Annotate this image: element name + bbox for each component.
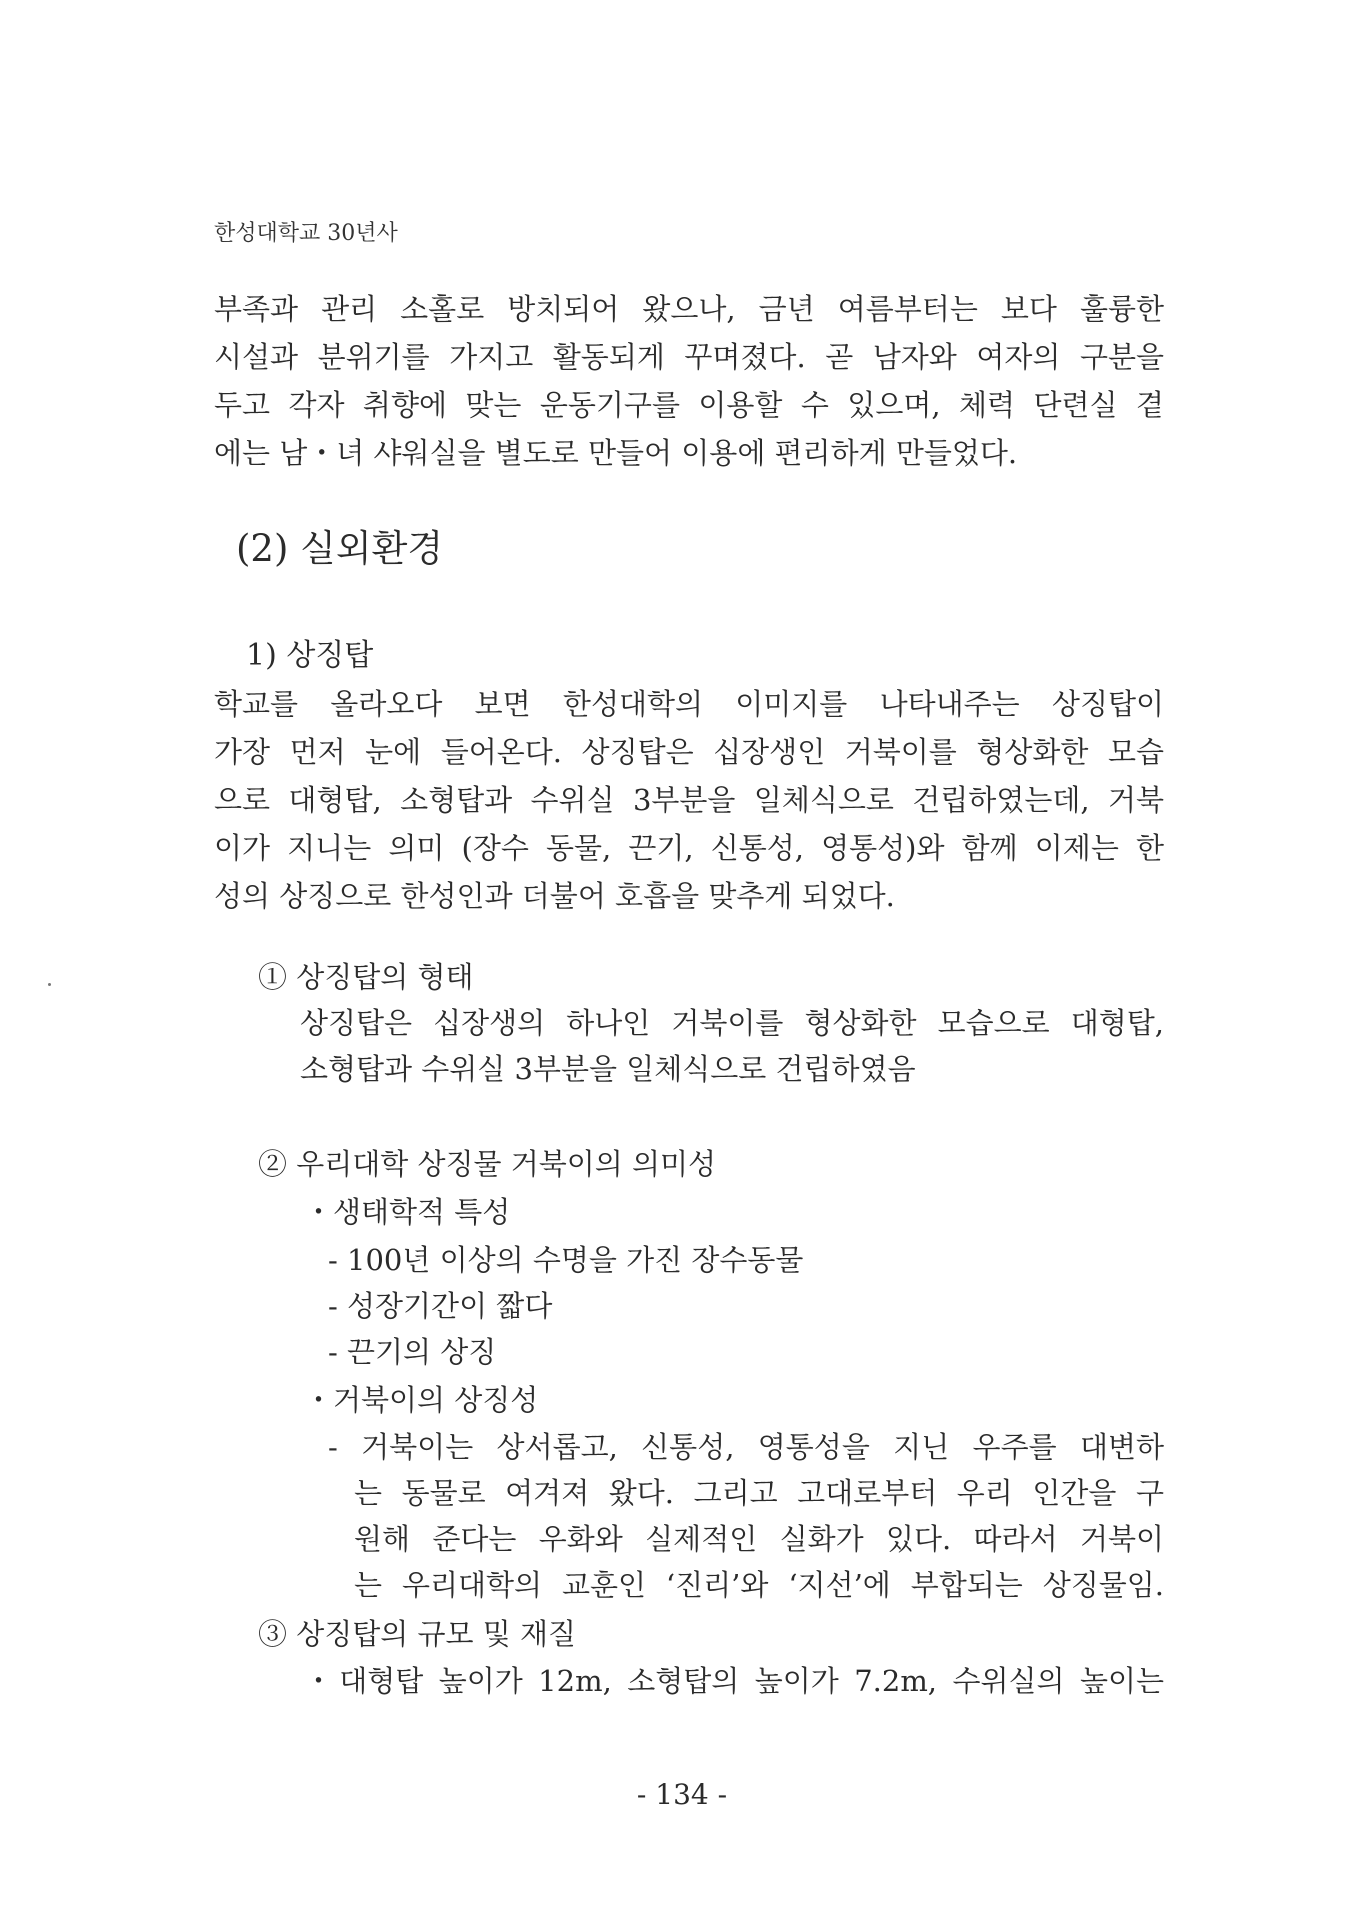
item1-title: ① 상징탑의 형태 bbox=[258, 960, 474, 994]
paragraph-line: 성의 상징으로 한성인과 더불어 호흡을 맞추게 되었다. bbox=[214, 879, 895, 913]
dash-line: 는 동물로 여겨져 왔다. 그리고 고대로부터 우리 인간을 구 bbox=[354, 1476, 1164, 1510]
paragraph-line: 두고 각자 취향에 맞는 운동기구를 이용할 수 있으며, 체력 단련실 곁 bbox=[214, 388, 1164, 422]
paragraph-line: 학교를 올라오다 보면 한성대학의 이미지를 나타내주는 상징탑이 bbox=[214, 687, 1164, 721]
dash-line: - 거북이는 상서롭고, 신통성, 영통성을 지닌 우주를 대변하 bbox=[328, 1430, 1164, 1464]
paragraph-line: 에는 남・녀 샤워실을 별도로 만들어 이용에 편리하게 만들었다. bbox=[214, 436, 1018, 470]
section-title: (2) 실외환경 bbox=[236, 527, 444, 570]
dash-item: - 성장기간이 짧다 bbox=[328, 1289, 553, 1323]
paragraph-line: 시설과 분위기를 가지고 활동되게 꾸며졌다. 곧 남자와 여자의 구분을 bbox=[214, 340, 1164, 374]
item2-title: ② 우리대학 상징물 거북이의 의미성 bbox=[258, 1147, 717, 1181]
running-header: 한성대학교 30년사 bbox=[214, 221, 398, 246]
item1-line: 상징탑은 십장생의 하나인 거북이를 형상화한 모습으로 대형탑, bbox=[300, 1006, 1164, 1040]
bullet-dimensions bbox=[304, 1658, 1164, 1704]
subsection-title: 1) 상징탑 bbox=[246, 638, 374, 673]
paragraph-intro bbox=[214, 285, 1164, 477]
paragraph-symbol-tower bbox=[214, 680, 1164, 920]
paragraph-line: 부족과 관리 소홀로 방치되어 왔으나, 금년 여름부터는 보다 훌륭한 bbox=[214, 292, 1164, 326]
dash-line: 는 우리대학의 교훈인 ‘진리’와 ‘지선’에 부합되는 상징물임. bbox=[354, 1568, 1164, 1602]
item3-title: ③ 상징탑의 규모 및 재질 bbox=[258, 1617, 576, 1651]
page-number: - 134 - bbox=[636, 1778, 728, 1811]
dash-item: - 100년 이상의 수명을 가진 장수동물 bbox=[328, 1243, 804, 1277]
scan-speck bbox=[48, 983, 51, 986]
paragraph-line: 가장 먼저 눈에 들어온다. 상징탑은 십장생인 거북이를 형상화한 모습 bbox=[214, 735, 1164, 769]
dash-item: - 끈기의 상징 bbox=[328, 1335, 497, 1369]
dash-item-continuation bbox=[354, 1470, 1164, 1608]
bullet-ecology: ・생태학적 특성 bbox=[304, 1195, 511, 1229]
item1-body bbox=[300, 1000, 1164, 1092]
bullet-line: ・대형탑 높이가 12m, 소형탑의 높이가 7.2m, 수위실의 높이는 bbox=[304, 1664, 1164, 1698]
paragraph-line: 이가 지니는 의미 (장수 동물, 끈기, 신통성, 영통성)와 함께 이제는 한 bbox=[214, 831, 1164, 865]
bullet-symbolism: ・거북이의 상징성 bbox=[304, 1383, 539, 1417]
dash-line: 원해 준다는 우화와 실제적인 실화가 있다. 따라서 거북이 bbox=[354, 1522, 1164, 1556]
paragraph-line: 으로 대형탑, 소형탑과 수위실 3부분을 일체식으로 건립하였는데, 거북 bbox=[214, 783, 1164, 817]
dash-item-symbolism bbox=[328, 1424, 1164, 1470]
item1-line: 소형탑과 수위실 3부분을 일체식으로 건립하였음 bbox=[300, 1052, 916, 1086]
